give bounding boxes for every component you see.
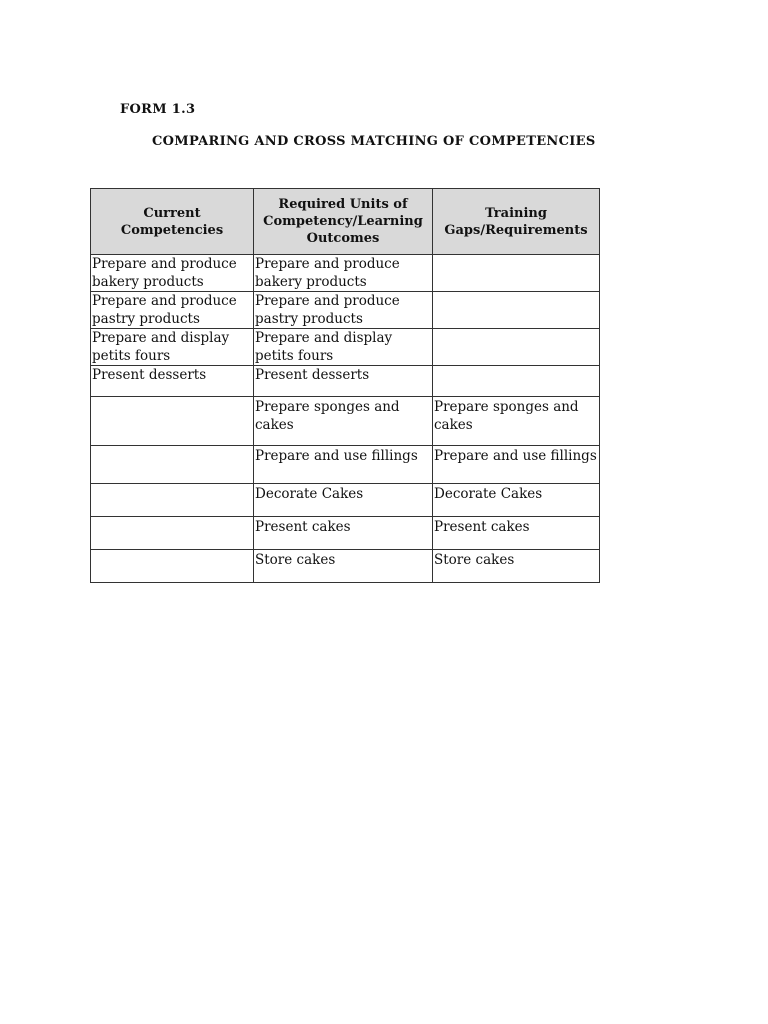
cell-current: Prepare and produce pastry products — [91, 292, 254, 329]
cell-gap: Decorate Cakes — [433, 484, 600, 517]
table-row — [91, 550, 600, 583]
cell-current: Prepare and display petits fours — [91, 329, 254, 366]
header-required-units: Required Units of Competency/Learning Outcomes — [254, 189, 433, 255]
cell-gap: Present cakes — [433, 517, 600, 550]
form-title: COMPARING AND CROSS MATCHING OF COMPETENCIES — [152, 134, 596, 149]
cell-current — [91, 484, 254, 517]
table-header-row — [91, 189, 600, 255]
cell-current: Prepare and produce bakery products — [91, 255, 254, 292]
cell-required: Present desserts — [254, 366, 433, 397]
cell-required: Prepare and produce pastry products — [254, 292, 433, 329]
cell-gap: Prepare sponges and cakes — [433, 397, 600, 446]
table-row — [91, 446, 600, 484]
cell-required: Decorate Cakes — [254, 484, 433, 517]
cell-gap — [433, 292, 600, 329]
cell-current — [91, 446, 254, 484]
cell-current — [91, 517, 254, 550]
table-row — [91, 484, 600, 517]
cell-required: Prepare and produce bakery products — [254, 255, 433, 292]
table-row — [91, 517, 600, 550]
competency-matrix-table — [90, 188, 600, 583]
cell-required: Store cakes — [254, 550, 433, 583]
cell-required: Prepare and use fillings — [254, 446, 433, 484]
header-current-competencies: Current Competencies — [91, 189, 254, 255]
cell-current — [91, 550, 254, 583]
cell-gap — [433, 329, 600, 366]
table-row — [91, 397, 600, 446]
cell-gap: Prepare and use fillings — [433, 446, 600, 484]
cell-current: Present desserts — [91, 366, 254, 397]
table-row — [91, 255, 600, 292]
cell-required: Present cakes — [254, 517, 433, 550]
header-training-gaps: Training Gaps/Requirements — [433, 189, 600, 255]
cell-required: Prepare sponges and cakes — [254, 397, 433, 446]
table-row — [91, 366, 600, 397]
cell-gap — [433, 366, 600, 397]
cell-gap — [433, 255, 600, 292]
cell-current — [91, 397, 254, 446]
cell-gap: Store cakes — [433, 550, 600, 583]
form-number: FORM 1.3 — [120, 102, 196, 117]
cell-required: Prepare and display petits fours — [254, 329, 433, 366]
table-row — [91, 292, 600, 329]
table-row — [91, 329, 600, 366]
